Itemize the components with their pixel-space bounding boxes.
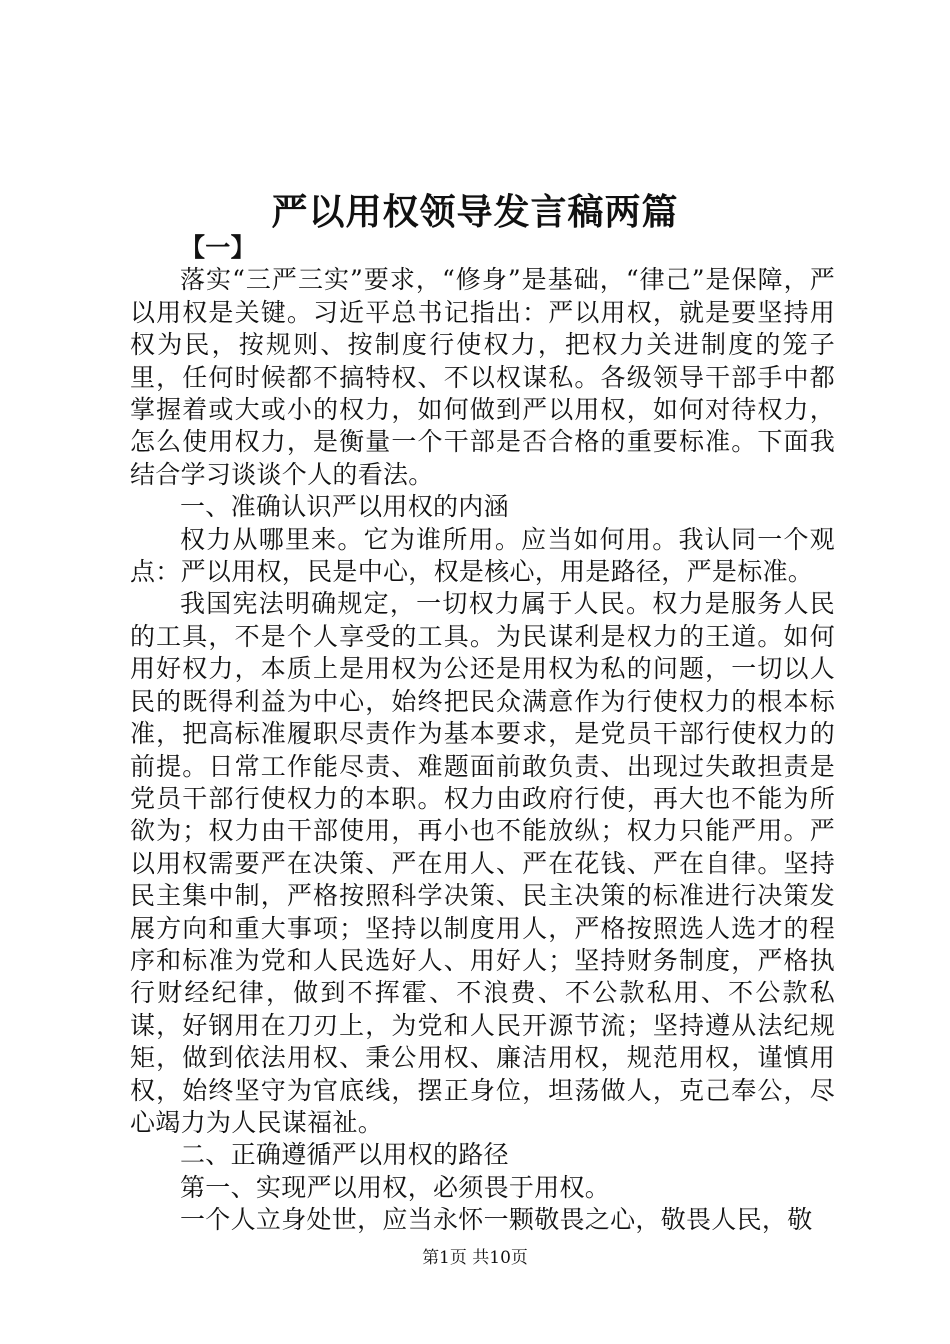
document-body — [130, 232, 835, 1237]
paragraph: 权力从哪里来。它为谁所用。应当如何用。我认同一个观点：严以用权，民是中心，权是核心，用是路径，严是标准。 — [130, 524, 835, 587]
section-heading: 一、准确认识严以用权的内涵 — [180, 492, 509, 522]
paragraph: 落实“三严三实”要求，“修身”是基础，“律己”是保障，严以用权是关键。习近平总书记指出：严以用权，就是要坚持用权为民，按规则、按制度行使权力，把权力关进制度的笼子里，任何时候都不搞特权、不以权谋私。各级领导干部手中都掌握着或大或小的权力，如何做到严以用权，如何对待权力，怎么使用权力，是衡量一个干部是否合格的重要标准。下面我结合学习谈谈个人的看法。 — [130, 265, 835, 489]
section-marker: 【一】 — [180, 233, 256, 262]
paragraph: 一个人立身处世，应当永怀一颗敬畏之心，敬畏人民，敬 — [180, 1205, 813, 1235]
subsection-heading: 第一、实现严以用权，必须畏于用权。 — [180, 1172, 611, 1202]
paragraph: 我国宪法明确规定，一切权力属于人民。权力是服务人民的工具，不是个人享受的工具。为民谋利是权力的王道。如何用好权力，本质上是用权为公还是用权为私的问题，一切以人民的既得利益为中心，始终把民众满意作为行使权力的根本标准，把高标准履职尽责作为基本要求，是党员干部行使权力的前提。日常工作能尽责、难题面前敢负责、出现过失敢担责是党员干部行使权力的本职。权力由政府行使，再大也不能为所欲为；权力由干部使用，再小也不能放纵；权力只能严用。严以用权需要严在决策、严在用人、严在花钱、严在自律。坚持民主集中制，严格按照科学决策、民主决策的标准进行决策发展方向和重大事项；坚持以制度用人，严格按照选人选才的程序和标准为党和人民选好人、用好人；坚持财务制度，严格执行财经纪律，做到不挥霍、不浪费、不公款私用、不公款私谋，好钢用在刀刃上，为党和人民开源节流；坚持遵从法纪规矩，做到依法用权、秉公用权、廉洁用权，规范用权，谨慎用权，始终坚守为官底线，摆正身位，坦荡做人，克己奉公，尽心竭力为人民谋福祉。 — [130, 589, 835, 1137]
document-title: 严以用权领导发言稿两篇 — [271, 191, 679, 233]
page-number-footer: 第1页 共10页 — [422, 1248, 528, 1268]
section-heading: 二、正确遵循严以用权的路径 — [180, 1140, 509, 1170]
